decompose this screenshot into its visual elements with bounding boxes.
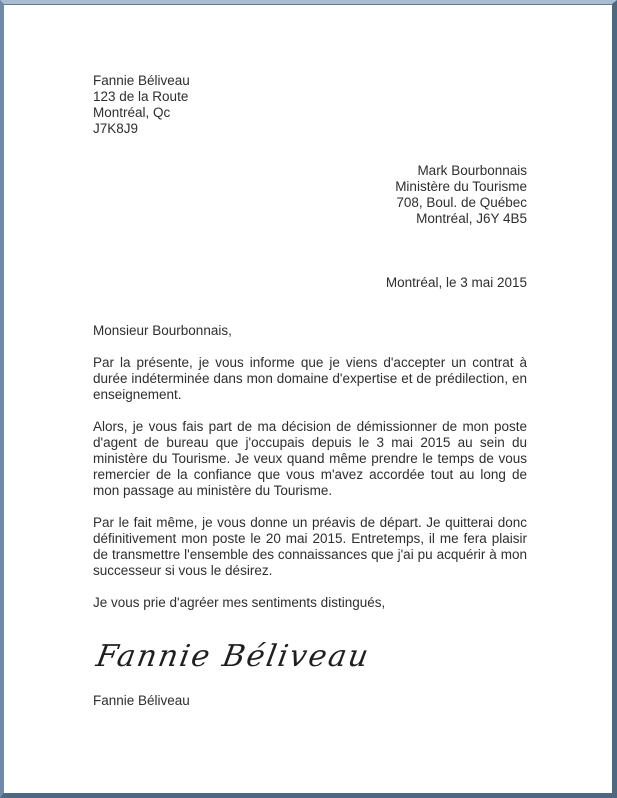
recipient-address-block xyxy=(93,163,527,227)
salutation: Monsieur Bourbonnais, xyxy=(93,323,232,338)
sender-address-block xyxy=(93,73,527,137)
paragraph-1: Par la présente, je vous informe que je viens d'accepter un contrat à durée indéterminée dans mon domaine d'expertise et de prédilection, en enseignement. xyxy=(93,355,527,402)
recipient-city-postal: Montréal, J6Y 4B5 xyxy=(416,211,527,226)
recipient-organization: Ministère du Tourisme xyxy=(395,179,527,194)
date-line: Montréal, le 3 mai 2015 xyxy=(385,275,527,290)
handwritten-signature: Fannie Béliveau xyxy=(93,639,373,674)
paragraph-3: Par le fait même, je vous donne un préavis de départ. Je quitterai donc définitivement mon poste le 20 mai 2015. Entretemps, il me fera plaisir de transmettre l'ensemble des connaissances que j'ai pu acquérir à mon successeur si vous le désirez. xyxy=(93,515,527,578)
recipient-name: Mark Bourbonnais xyxy=(417,163,527,178)
sender-city: Montréal, Qc xyxy=(93,105,171,120)
sender-name: Fannie Béliveau xyxy=(93,73,190,88)
paragraph-2: Alors, je vous fais part de ma décision de démissionner de mon poste d'agent de bureau que j'occupais depuis le 3 mai 2015 au sein du ministère du Tourisme. Je veux quand même prendre le temps de vous remercier de la confiance que vous m'avez accordée tout au long de mon passage au ministère du Tourisme. xyxy=(93,419,527,498)
closing-line: Je vous prie d'agréer mes sentiments distingués, xyxy=(93,595,386,610)
recipient-street: 708, Boul. de Québec xyxy=(396,195,527,210)
sender-postal-code: J7K8J9 xyxy=(93,121,139,136)
signature-typed-name: Fannie Béliveau xyxy=(93,693,190,708)
sender-street: 123 de la Route xyxy=(93,89,189,104)
